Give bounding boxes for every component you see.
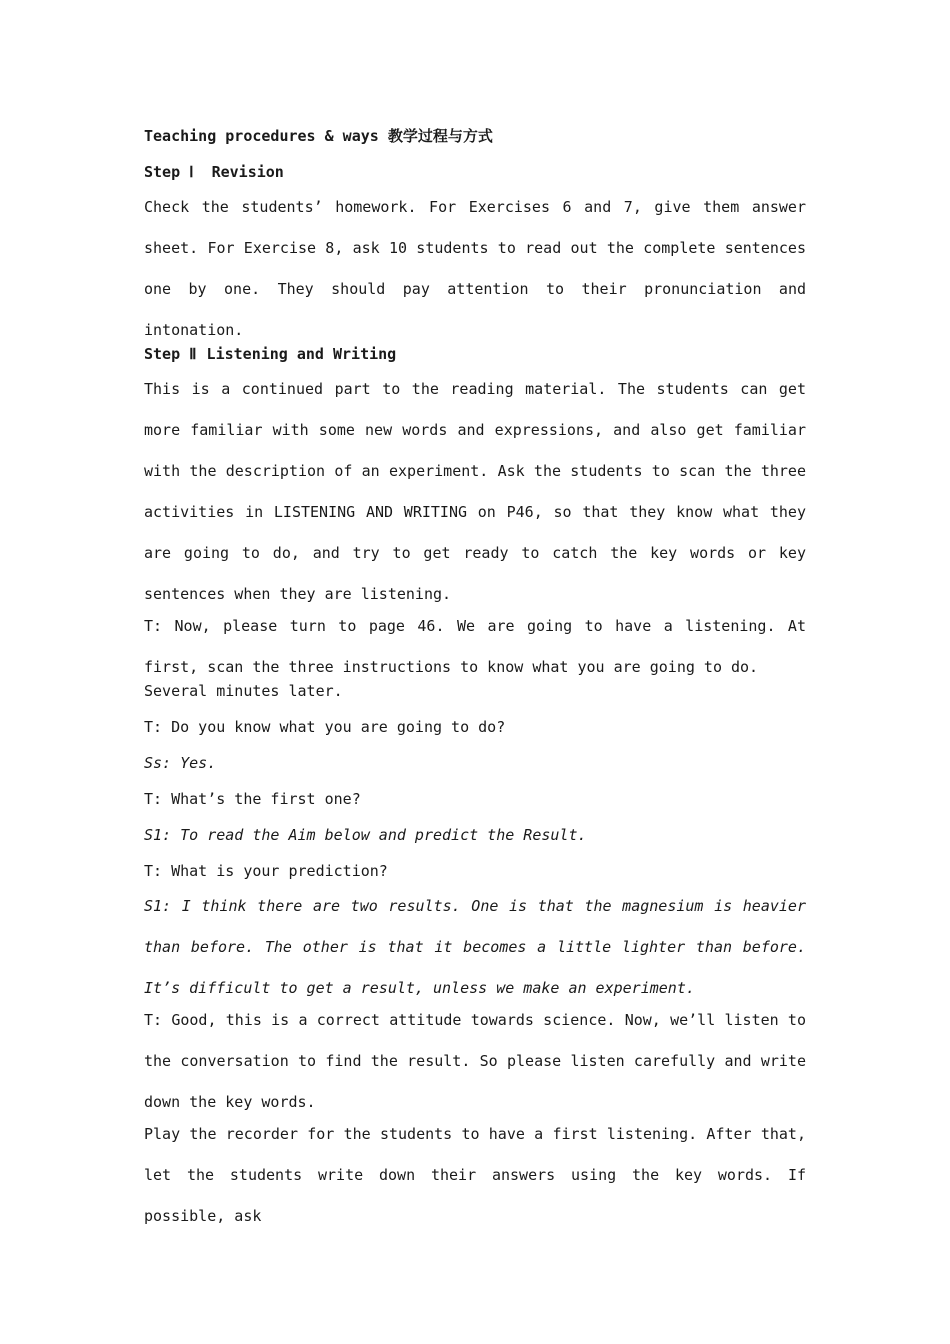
- dialogue-line: T: Do you know what you are going to do?: [144, 718, 506, 736]
- step-1-heading: [144, 160, 806, 184]
- dialogue: [144, 606, 806, 1237]
- dialogue-line: Several minutes later.: [144, 682, 343, 700]
- dialogue-line: T: Good, this is a correct attitude towards science. Now, we’ll listen to the conversation to find the result. So please listen carefully and write down the key words.: [144, 1011, 806, 1111]
- step-2-name: Listening and Writing: [206, 345, 397, 363]
- dialogue-line: Play the recorder for the students to have a first listening. After that, let the students write down their answers using the key words. If possible, ask: [144, 1125, 806, 1225]
- step-2-heading: [144, 342, 806, 366]
- step-1-text: Check the students’ homework. For Exercises 6 and 7, give them answer sheet. For Exercise 8, ask 10 students to read out the complete sentences one by one. They should pay attention to their pronunciation and intonation.: [144, 198, 806, 339]
- dialogue-line: Ss: Yes.: [144, 754, 217, 772]
- step-2-intro: This is a continued part to the reading material. The students can get more familiar with some new words and expressions, and also get familiar with the description of an experiment. Ask the students to scan the three activities in LISTENING AND WRITING on P46, so that they know what they are going to do, and try to get ready to catch the key words or key sentences when they are listening.: [144, 380, 806, 603]
- step-2-label: Step Ⅱ: [144, 345, 197, 363]
- document-page: [144, 124, 806, 1240]
- step-1-name: Revision: [211, 163, 284, 181]
- dialogue-line: S1: To read the Aim below and predict the Result.: [144, 826, 587, 844]
- dialogue-line: S1: I think there are two results. One is that the magnesium is heavier than before. The other is that it becomes a little lighter than before. It’s difficult to get a result, unless we make an experiment.: [144, 897, 806, 997]
- document-title: Teaching procedures & ways 教学过程与方式: [144, 127, 493, 145]
- dialogue-line: T: Now, please turn to page 46. We are going to have a listening. At first, scan the three instructions to know what you are going to do.: [144, 617, 806, 676]
- step-1-label: Step Ⅰ: [144, 163, 194, 181]
- dialogue-line: T: What is your prediction?: [144, 862, 388, 880]
- dialogue-line: T: What’s the first one?: [144, 790, 361, 808]
